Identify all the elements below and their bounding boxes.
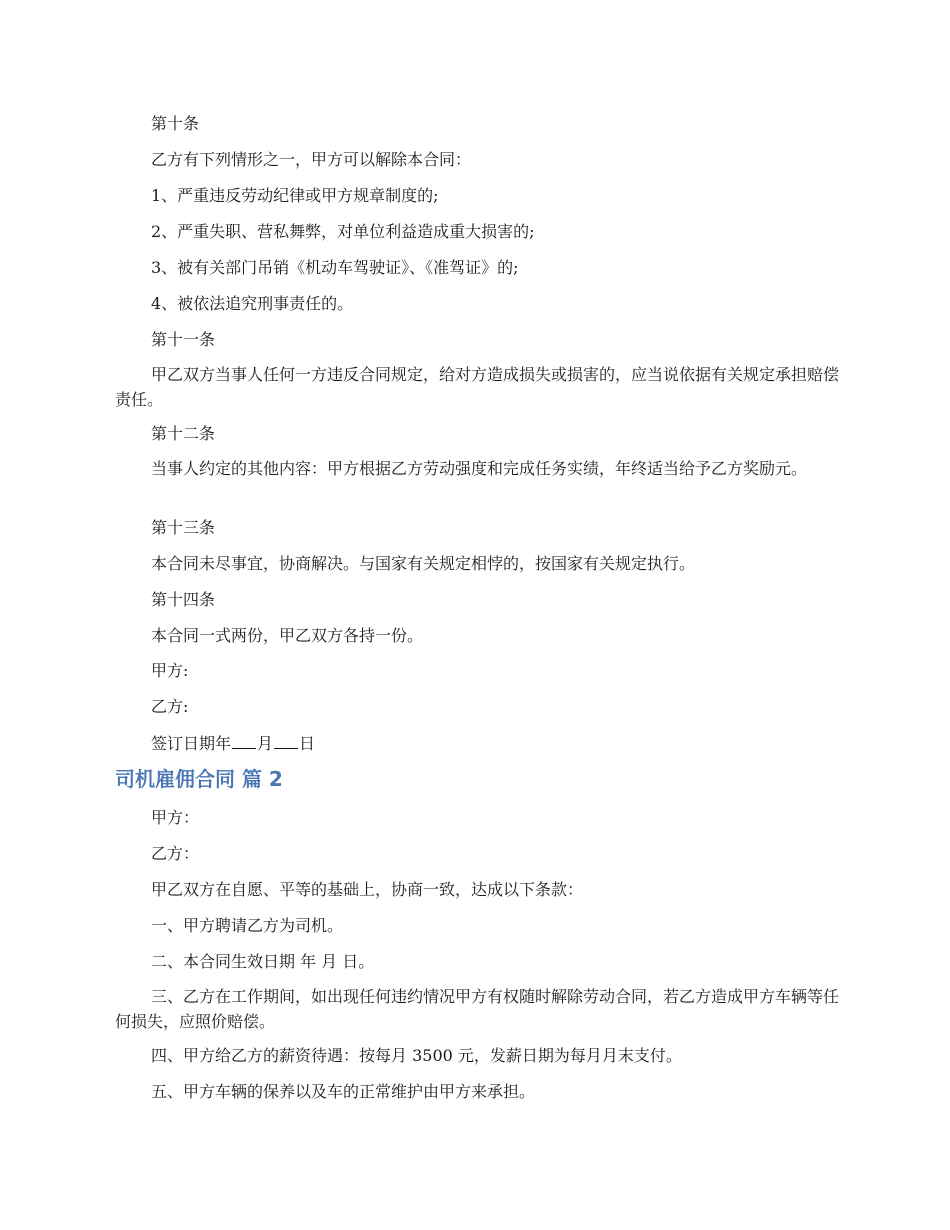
- sign-date-line: [115, 730, 845, 756]
- party-a-label: 甲方:: [151, 661, 189, 680]
- article-12-title: 第十二条: [151, 424, 216, 443]
- sec2-clause-2: 二、本合同生效日期 年 月 日。: [151, 952, 375, 971]
- article-10-item-4: 4、被依法追究刑事责任的。: [151, 294, 354, 313]
- article-12-text: 当事人约定的其他内容：甲方根据乙方劳动强度和完成任务实绩，年终适当给予乙方奖励元。: [151, 459, 808, 478]
- article-13-text: 本合同未尽事宜，协商解决。与国家有关规定相悖的，按国家有关规定执行。: [151, 554, 696, 573]
- section-2-heading: 司机雇佣合同 篇 2: [115, 767, 283, 791]
- sign-date-month: 月: [257, 734, 274, 753]
- article-11-text: 甲乙双方当事人任何一方违反合同规定，给对方造成损失或损害的，应当说依据有关规定承担赔偿责任。: [115, 365, 840, 409]
- sign-date-day: 日: [299, 734, 316, 753]
- sec2-clause-4: 四、甲方给乙方的薪资待遇：按每月 3500 元，发薪日期为每月月末支付。: [151, 1046, 682, 1065]
- article-10-item-1: 1、严重违反劳动纪律或甲方规章制度的;: [151, 186, 439, 205]
- article-11-title: 第十一条: [151, 330, 216, 349]
- article-14-title: 第十四条: [151, 590, 216, 609]
- article-10-intro: 乙方有下列情形之一，甲方可以解除本合同：: [151, 150, 472, 169]
- sec2-intro: 甲乙双方在自愿、平等的基础上，协商一致，达成以下条款：: [151, 880, 584, 899]
- sec2-clause-3: 三、乙方在工作期间，如出现任何违约情况甲方有权随时解除劳动合同，若乙方造成甲方车辆等任何损失，应照价赔偿。: [115, 987, 840, 1031]
- sec2-clause-1: 一、甲方聘请乙方为司机。: [151, 916, 344, 935]
- sign-date-prefix: 签订日期年: [151, 734, 232, 753]
- article-10-item-3: 3、被有关部门吊销《机动车驾驶证》、《准驾证》的;: [151, 258, 519, 277]
- article-10-item-2: 2、严重失职、营私舞弊，对单位利益造成重大损害的;: [151, 222, 535, 241]
- day-blank: [274, 730, 298, 749]
- month-blank: [232, 730, 256, 749]
- article-14-text: 本合同一式两份，甲乙双方各持一份。: [151, 626, 424, 645]
- sec2-party-b: 乙方：: [151, 844, 200, 863]
- party-b-label: 乙方:: [151, 697, 189, 716]
- sec2-party-a: 甲方：: [151, 808, 200, 827]
- article-13-title: 第十三条: [151, 518, 216, 537]
- sec2-clause-5: 五、甲方车辆的保养以及车的正常维护由甲方来承担。: [151, 1082, 536, 1101]
- article-10-title: 第十条: [151, 114, 200, 133]
